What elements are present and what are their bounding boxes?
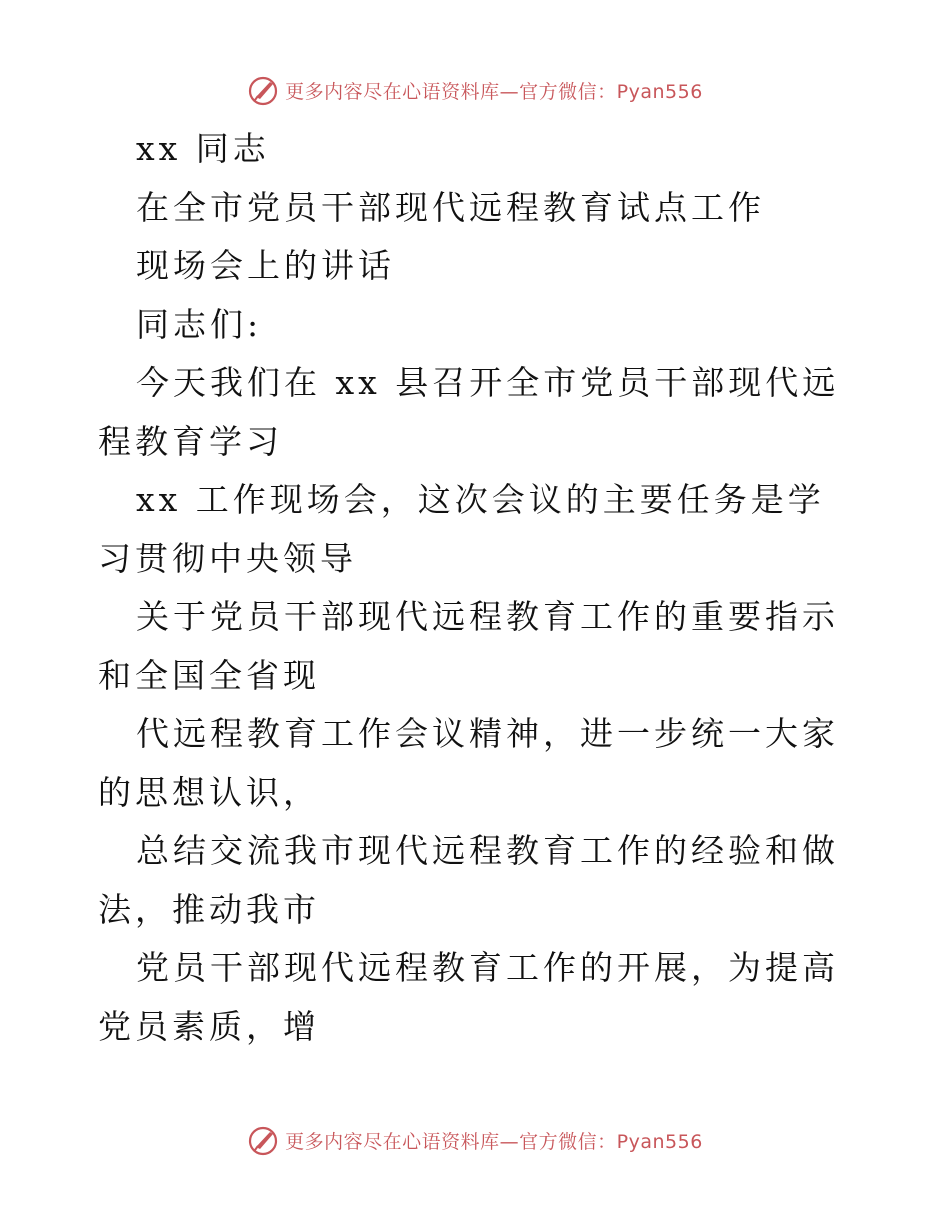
paragraph: 党员干部现代远程教育工作的开展，为提高党员素质，增 [98,948,839,1046]
paragraph: 总结交流我市现代远程教育工作的经验和做法，推动我市 [98,831,839,929]
paragraph: 在全市党员干部现代远程教育试点工作 [136,187,765,227]
paragraph: 现场会上的讲话 [136,246,395,285]
paragraph: 关于党员干部现代远程教育工作的重要指示和全国全省现 [98,597,839,695]
quill-pen-logo-icon [247,74,279,106]
paragraph: xx 同志 [136,129,270,168]
header-banner-text: 更多内容尽在心语资料库—官方微信：Pyan556 [285,80,703,103]
paragraph: 代远程教育工作会议精神，进一步统一大家的思想认识， [98,714,839,812]
document-body [98,120,858,1056]
paragraph: xx 工作现场会，这次会议的主要任务是学习贯彻中央领导 [98,480,825,578]
footer-banner [0,1118,950,1162]
paragraph: 同志们: [136,304,263,344]
header-banner [0,68,950,112]
footer-banner-text: 更多内容尽在心语资料库—官方微信：Pyan556 [285,1130,703,1153]
paragraph: 今天我们在 xx 县召开全市党员干部现代远程教育学习 [98,363,840,461]
quill-pen-logo-icon [247,1124,279,1156]
